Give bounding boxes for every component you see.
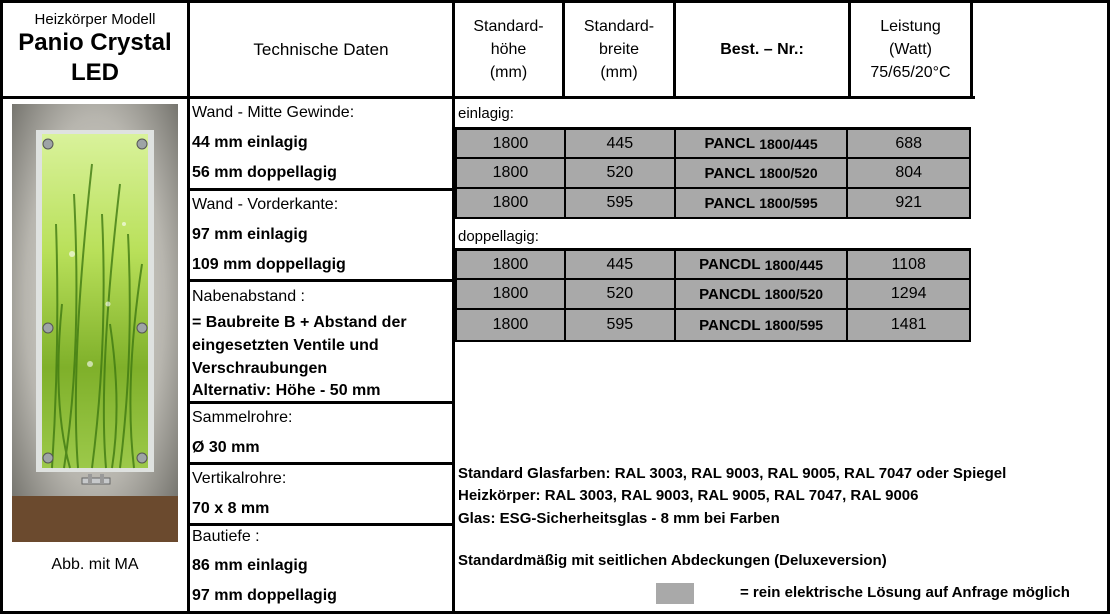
height-cell: 1800 xyxy=(455,130,566,159)
order-cell xyxy=(676,130,849,159)
table-row xyxy=(455,127,971,159)
power-header-line1: Leistung xyxy=(880,18,941,35)
order-prefix: PANCDL xyxy=(699,285,761,303)
order-cell xyxy=(676,189,849,219)
order-cell xyxy=(676,280,849,310)
spec-divider-3 xyxy=(187,401,455,404)
power-cell: 688 xyxy=(848,130,971,159)
hub-line4: Alternativ: Höhe - 50 mm xyxy=(192,382,381,399)
power-header xyxy=(851,3,970,96)
double-layer-label: doppellagig: xyxy=(458,228,539,245)
table-row xyxy=(455,248,971,280)
power-cell: 1108 xyxy=(848,251,971,280)
width-header-line1: Standard- xyxy=(583,18,655,35)
single-layer-label: einlagig: xyxy=(458,105,514,122)
table-row xyxy=(455,189,971,219)
width-cell: 445 xyxy=(566,130,676,159)
order-header xyxy=(676,3,848,96)
wall-front-single: 97 mm einlagig xyxy=(192,226,308,243)
order-cell xyxy=(676,251,849,280)
vertical-label: Vertikalrohre: xyxy=(192,470,287,487)
depth-single: 86 mm einlagig xyxy=(192,557,308,574)
width-cell: 445 xyxy=(566,251,676,280)
radiator-colors-note: Heizkörper: RAL 3003, RAL 9003, RAL 9005, RAL 7047, RAL 9006 xyxy=(458,487,919,504)
order-prefix: PANCL xyxy=(704,194,756,212)
power-cell: 1294 xyxy=(848,280,971,310)
order-suffix: 1800/595 xyxy=(759,195,818,211)
spec-divider-2 xyxy=(187,279,455,282)
order-suffix: 1800/445 xyxy=(759,135,818,152)
order-prefix: PANCL xyxy=(704,164,756,182)
hub-line3: Verschraubungen xyxy=(192,360,328,377)
height-header xyxy=(455,3,562,96)
glass-note: Glas: ESG-Sicherheitsglas - 8 mm bei Farben xyxy=(458,510,780,527)
order-cell xyxy=(676,159,849,189)
legend-note: = rein elektrische Lösung auf Anfrage möglich xyxy=(740,584,1070,601)
power-header-line3: 75/65/20°C xyxy=(870,64,951,81)
image-caption: Abb. mit MA xyxy=(51,556,139,573)
height-header-line1: Standard- xyxy=(473,18,544,35)
order-suffix: 1800/445 xyxy=(764,256,824,273)
order-suffix: 1800/520 xyxy=(764,286,824,302)
standard-covers-note: Standardmäßig mit seitlichen Abdeckungen (Deluxeversion) xyxy=(458,552,887,569)
height-cell: 1800 xyxy=(455,310,566,342)
table-row xyxy=(455,280,971,310)
spec-divider-4 xyxy=(187,462,455,465)
order-prefix: PANCL xyxy=(704,135,756,152)
model-label: Heizkörper Modell xyxy=(34,11,156,28)
wall-front-double: 109 mm doppellagig xyxy=(192,256,346,273)
width-header xyxy=(565,3,673,96)
order-prefix: PANCDL xyxy=(699,316,761,334)
table-row xyxy=(455,159,971,189)
spec-divider-1 xyxy=(187,188,455,191)
wall-center-single: 44 mm einlagig xyxy=(192,134,308,151)
radiator-product-image xyxy=(12,104,178,542)
order-header-label: Best. – Nr.: xyxy=(720,41,804,58)
depth-double: 97 mm doppellagig xyxy=(192,587,337,604)
hub-line2: eingesetzten Ventile und xyxy=(192,337,379,354)
model-header xyxy=(3,3,187,96)
grey-legend-swatch xyxy=(656,583,694,604)
power-header-line2: (Watt) xyxy=(889,41,932,58)
order-suffix: 1800/520 xyxy=(759,165,818,181)
power-cell: 921 xyxy=(848,189,971,219)
height-cell: 1800 xyxy=(455,280,566,310)
order-prefix: PANCDL xyxy=(699,256,761,273)
collector-value: Ø 30 mm xyxy=(192,439,260,456)
order-cell xyxy=(676,310,849,342)
width-cell: 595 xyxy=(566,310,676,342)
header-divider xyxy=(0,96,975,99)
hub-label: Nabenabstand : xyxy=(192,288,305,305)
table-row xyxy=(455,310,971,342)
glass-colors-note: Standard Glasfarben: RAL 3003, RAL 9003, RAL 9005, RAL 7047 oder Spiegel xyxy=(458,465,1007,482)
width-cell: 520 xyxy=(566,159,676,189)
wall-center-double: 56 mm doppellagig xyxy=(192,164,337,181)
vertical-value: 70 x 8 mm xyxy=(192,500,270,517)
tech-data-title: Technische Daten xyxy=(253,39,389,59)
depth-label: Bautiefe : xyxy=(192,528,260,545)
width-cell: 520 xyxy=(566,280,676,310)
model-name-line1: Panio Crystal xyxy=(18,29,172,56)
model-name-line2: LED xyxy=(71,59,119,86)
hub-line1: = Baubreite B + Abstand der xyxy=(192,314,407,331)
wall-center-label: Wand - Mitte Gewinde: xyxy=(192,104,355,121)
col-divider-power xyxy=(970,0,973,99)
height-cell: 1800 xyxy=(455,189,566,219)
height-header-line2: höhe xyxy=(490,41,527,58)
width-cell: 595 xyxy=(566,189,676,219)
height-header-line3: (mm) xyxy=(489,64,528,81)
power-cell: 804 xyxy=(848,159,971,189)
collector-label: Sammelrohre: xyxy=(192,409,293,426)
wall-front-label: Wand - Vorderkante: xyxy=(192,196,339,213)
tech-data-header xyxy=(190,3,452,96)
height-cell: 1800 xyxy=(455,159,566,189)
height-cell: 1800 xyxy=(455,251,566,280)
order-suffix: 1800/595 xyxy=(764,317,824,333)
width-header-line3: (mm) xyxy=(600,64,638,81)
power-cell: 1481 xyxy=(848,310,971,342)
width-header-line2: breite xyxy=(598,41,640,58)
